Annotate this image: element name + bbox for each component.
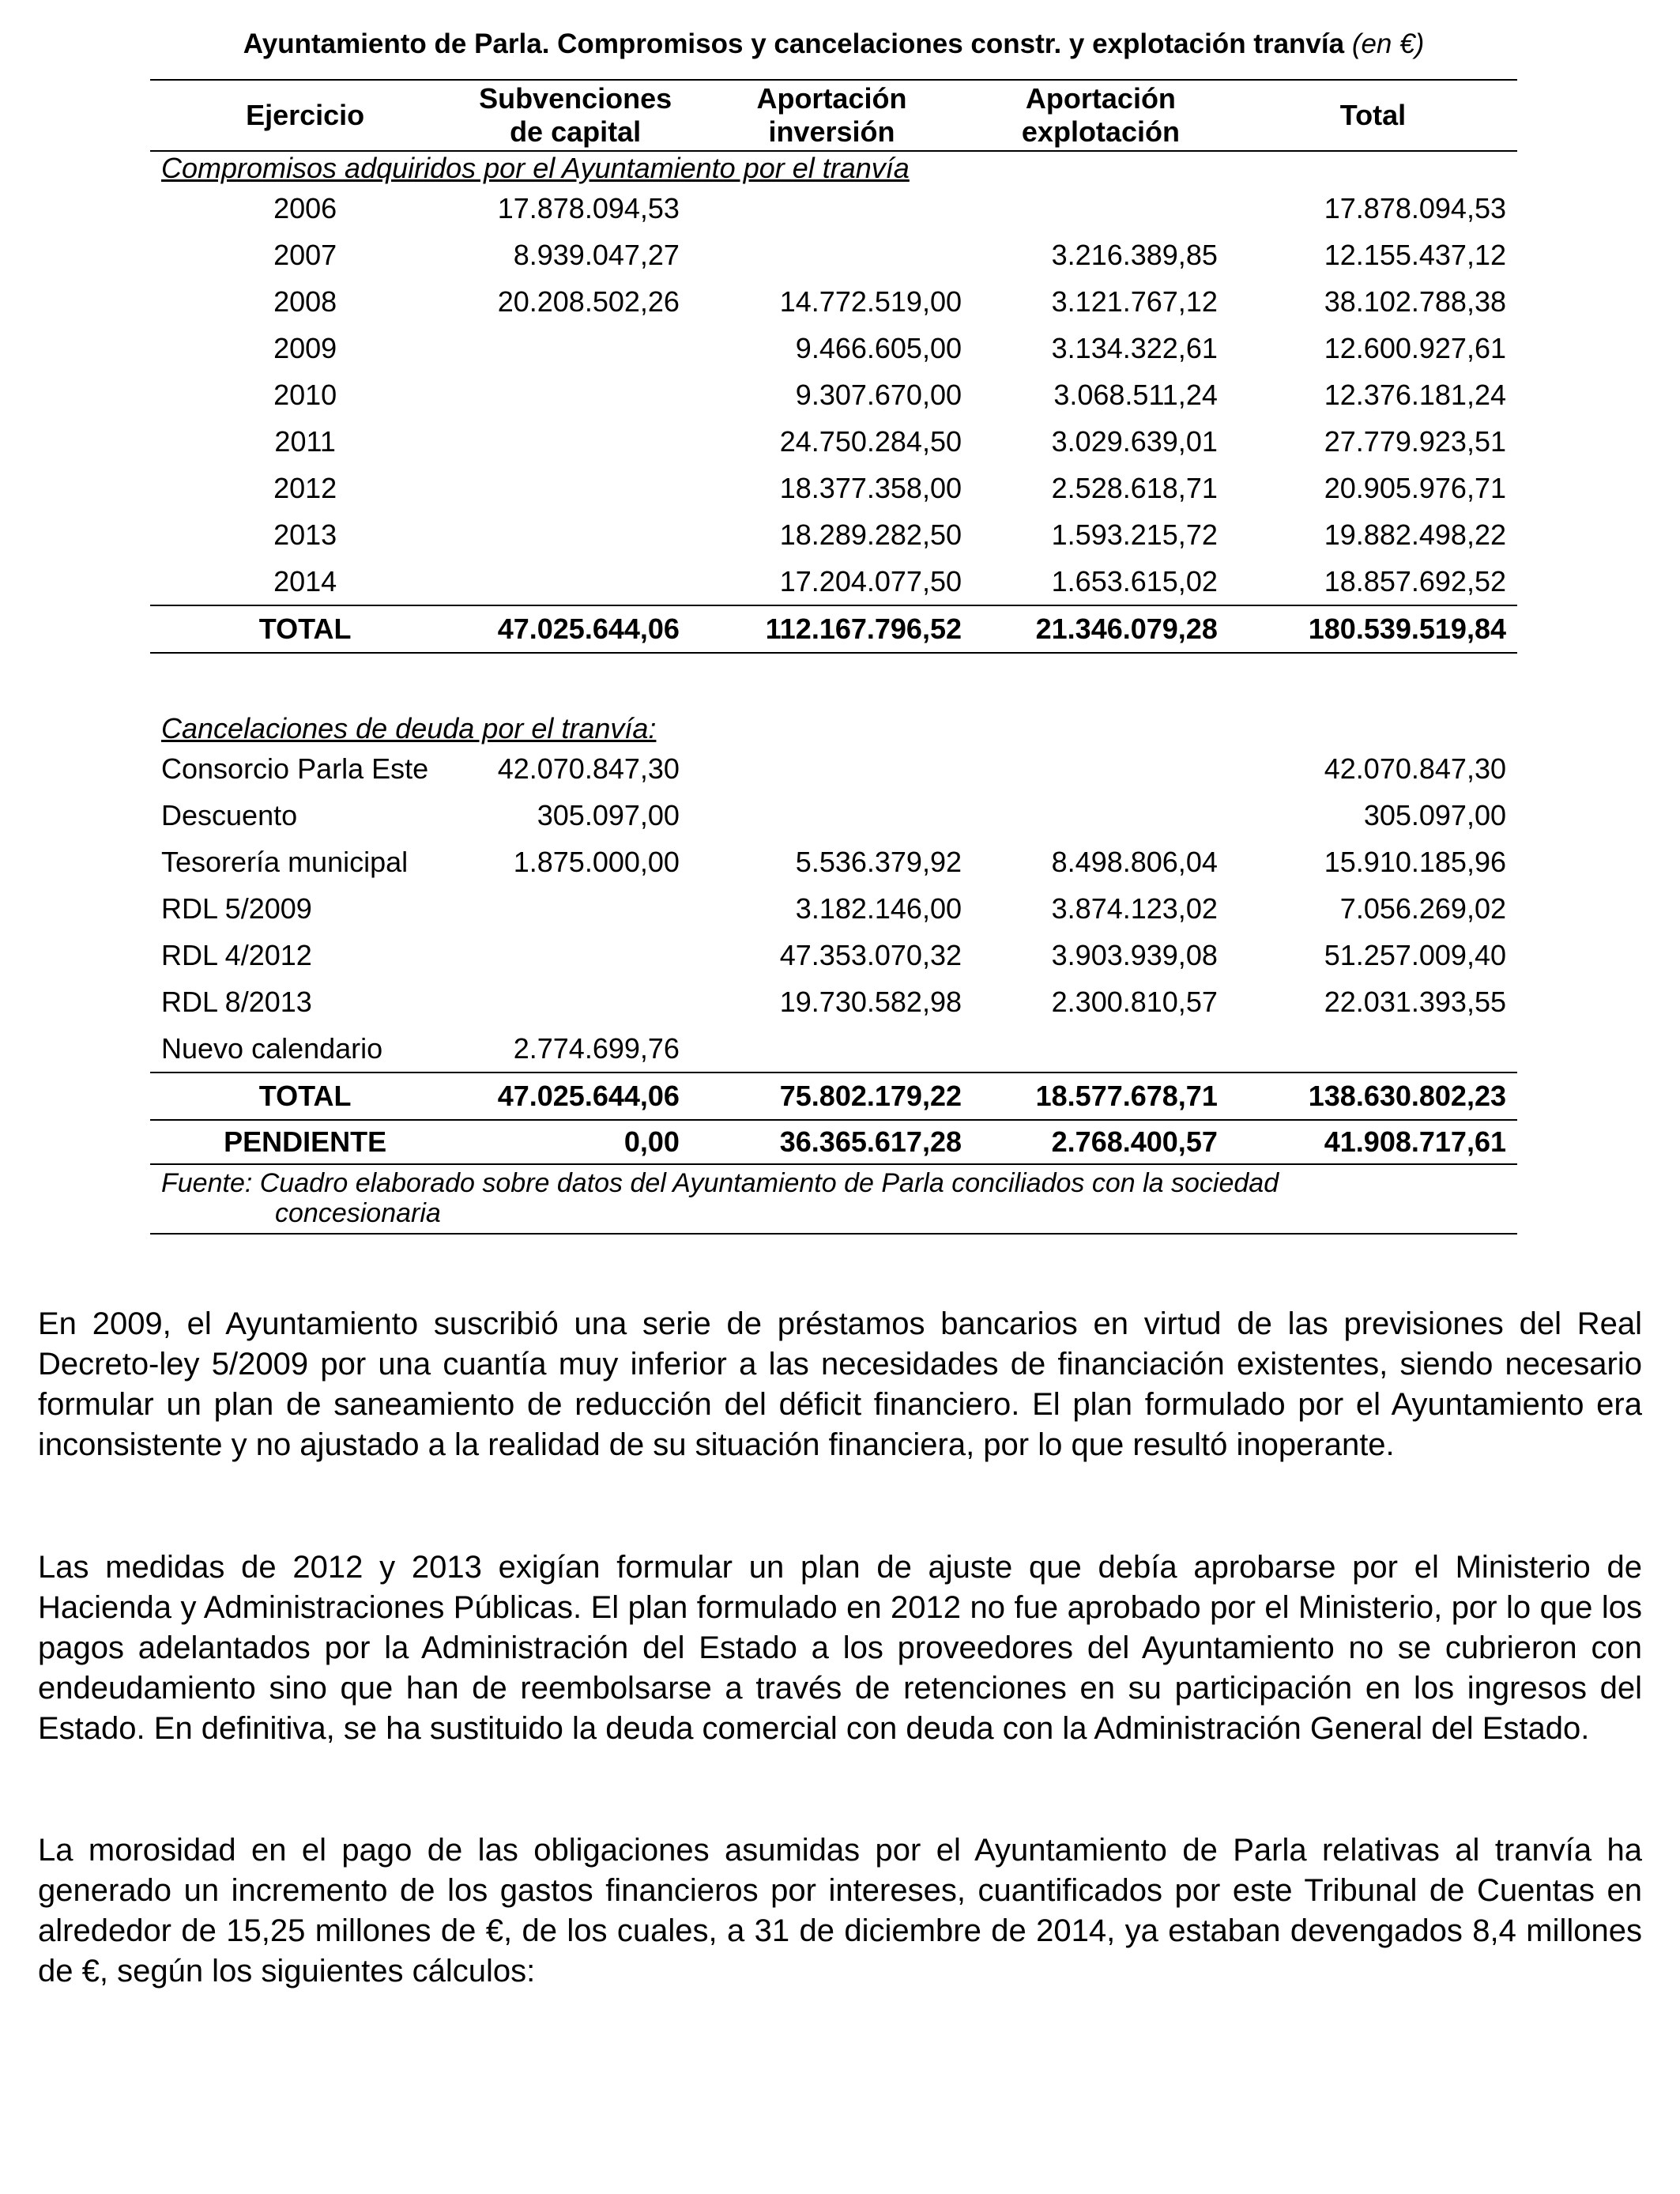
total-inv: 75.802.179,22 [691,1072,973,1120]
cell-name: Tesorería municipal [161,845,409,878]
cell-exp: 3.874.123,02 [1051,892,1218,925]
cell-inv: 17.204.077,50 [779,564,962,598]
table-row [150,232,1517,278]
total-subv: 47.025.644,06 [460,1072,691,1120]
source-line-1: Fuente: Cuadro elaborado sobre datos del Ayuntamiento de Parla conciliados con la sociedad [161,1168,1279,1198]
header-explotacion: Aportación explotación [1021,82,1180,148]
spacer [150,653,1517,712]
cell-subv [460,932,691,978]
cell-exp: 8.498.806,04 [1051,845,1218,878]
header-row [150,80,1517,151]
cell-name: Nuevo calendario [161,1031,383,1065]
cell-year: 2013 [273,518,337,551]
cell-total: 22.031.393,55 [1324,985,1506,1018]
cell-exp [973,745,1229,792]
cell-exp: 3.121.767,12 [1051,285,1218,318]
cell-inv [691,185,973,232]
total-label: TOTAL [150,605,460,653]
cell-subv [460,465,691,511]
cell-subv: 20.208.502,26 [497,285,680,318]
cell-subv: 8.939.047,27 [513,238,680,271]
cell-inv [691,792,973,839]
cell-total: 7.056.269,02 [1339,892,1506,925]
pendiente-row [150,1120,1517,1164]
cell-total: 20.905.976,71 [1324,471,1506,504]
financial-table [150,79,1517,1235]
cell-subv: 1.875.000,00 [513,845,680,878]
paragraph-1: En 2009, el Ayuntamiento suscribió una serie de préstamos bancarios en virtud de las previsiones del Real Decreto-ley 5/2009 por una cuantía muy inferior a las necesidades de financiación existentes, siendo necesario formular un plan de saneamiento de reducción del déficit financiero. El plan formulado por el Ayuntamiento era inconsistente y no ajustado a la realidad de su situación financiera, por lo que resultó inoperante. [38,1306,1642,1462]
cell-subv: 17.878.094,53 [497,191,680,224]
pendiente-subv: 0,00 [623,1125,680,1158]
cell-exp: 3.216.389,85 [1051,238,1218,271]
total-total: 180.539.519,84 [1229,605,1517,653]
cell-subv [460,978,691,1025]
table-row [150,278,1517,325]
caption-title: Ayuntamiento de Parla. Compromisos y cancelaciones constr. y explotación tranvía [243,28,1345,59]
total-subv: 47.025.644,06 [460,605,691,653]
cell-year: 2008 [273,285,337,318]
cell-total: 12.376.181,24 [1324,378,1506,411]
header-total: Total [1339,99,1407,131]
cell-subv [460,371,691,418]
cell-inv: 18.377.358,00 [779,471,962,504]
cell-inv: 9.307.670,00 [795,378,962,411]
cell-subv [460,885,691,932]
cell-year: 2011 [274,424,336,458]
table-row [150,1025,1517,1072]
section-compromisos [150,151,1517,185]
cell-inv: 18.289.282,50 [779,518,962,551]
cell-exp: 3.068.511,24 [1053,378,1218,411]
table-row [150,978,1517,1025]
total-inv: 112.167.796,52 [691,605,973,653]
total-row-compromisos [150,605,1517,653]
cell-inv: 24.750.284,50 [779,424,962,458]
total-exp: 21.346.079,28 [973,605,1229,653]
cell-subv: 305.097,00 [537,798,680,831]
pendiente-label: PENDIENTE [224,1125,387,1158]
cell-exp: 3.029.639,01 [1051,424,1218,458]
source-note [150,1164,1517,1234]
total-row-cancelaciones [150,1072,1517,1120]
table-row [150,558,1517,605]
cell-name: Consorcio Parla Este [161,752,429,785]
source-row [150,1164,1517,1234]
cell-year: 2014 [273,564,337,598]
total-label: TOTAL [150,1072,460,1120]
table-row [150,371,1517,418]
header-inversion: Aportación inversión [756,82,907,148]
cell-exp: 1.593.215,72 [1051,518,1218,551]
table-row [150,185,1517,232]
cell-subv [460,511,691,558]
paragraph-2: Las medidas de 2012 y 2013 exigían formular un plan de ajuste que debía aprobarse por el Ministerio de Hacienda y Administraciones Públicas. El plan formulado en 2012 no fue aprobado por el Ministerio, por lo que los pagos adelantados por la Administración del Estado a los proveedores del Ayuntamiento no se cubrieron con endeudamiento sino que han de reembolsarse a través de retenciones en su participación en los ingresos del Estado. En definitiva, se ha sustituido la deuda comercial con deuda con la Administración General del Estado. [38,1550,1642,1746]
cell-exp [973,1025,1229,1072]
cell-inv [691,232,973,278]
cell-inv: 3.182.146,00 [795,892,962,925]
table-row [150,839,1517,885]
cell-total: 19.882.498,22 [1324,518,1506,551]
cell-name: RDL 5/2009 [161,892,312,925]
cell-name: RDL 4/2012 [161,938,312,971]
table-row [150,418,1517,465]
cell-year: 2009 [273,331,337,364]
cell-subv [460,325,691,371]
cell-total: 12.600.927,61 [1324,331,1506,364]
table-row [150,511,1517,558]
cell-inv: 19.730.582,98 [779,985,962,1018]
paragraph-3: La morosidad en el pago de las obligaciones asumidas por el Ayuntamiento de Parla relativas al tranvía ha generado un incremento de los gastos financieros por intereses, cuantificados por este Tribunal de Cuentas en alrededor de 15,25 millones de €, de los cuales, a 31 de diciembre de 2014, ya estaban devengados 8,4 millones de €, según los siguientes cálculos: [38,1833,1642,1989]
table-row [150,792,1517,839]
total-exp: 18.577.678,71 [973,1072,1229,1120]
pendiente-inv: 36.365.617,28 [779,1125,962,1158]
pendiente-exp: 2.768.400,57 [1051,1125,1218,1158]
cell-subv [460,558,691,605]
cell-exp [973,792,1229,839]
total-total: 138.630.802,23 [1229,1072,1517,1120]
table-row [150,465,1517,511]
cell-inv [691,1025,973,1072]
cell-year: 2012 [273,471,337,504]
section-cancelaciones [150,712,1517,745]
cell-exp: 3.134.322,61 [1051,331,1218,364]
cell-total: 12.155.437,12 [1324,238,1506,271]
section-label: Compromisos adquiridos por el Ayuntamiento por el tranvía [161,152,910,184]
cell-inv: 9.466.605,00 [795,331,962,364]
cell-total: 305.097,00 [1363,798,1506,831]
cell-year: 2006 [273,191,337,224]
cell-exp: 3.903.939,08 [1051,938,1218,971]
cell-inv [691,745,973,792]
cell-total: 17.878.094,53 [1324,191,1506,224]
cell-exp: 2.528.618,71 [1051,471,1218,504]
cell-inv: 5.536.379,92 [795,845,962,878]
table-row [150,885,1517,932]
caption-unit: (en €) [1351,28,1425,59]
cell-total: 18.857.692,52 [1324,564,1506,598]
cell-year: 2010 [273,378,337,411]
cell-exp [973,185,1229,232]
cell-inv: 14.772.519,00 [779,285,962,318]
source-line-2: concesionaria [275,1198,441,1228]
cell-name: Descuento [161,798,298,831]
cell-total: 38.102.788,38 [1324,285,1506,318]
cell-exp: 1.653.615,02 [1051,564,1218,598]
header-ejercicio: Ejercicio [246,99,365,131]
cell-name: RDL 8/2013 [161,985,312,1018]
cell-total: 51.257.009,40 [1324,938,1506,971]
table-row [150,932,1517,978]
table-row [150,745,1517,792]
cell-total: 42.070.847,30 [1324,752,1506,785]
header-subvenciones: Subvenciones de capital [479,82,672,148]
cell-subv: 2.774.699,76 [513,1031,680,1065]
table-row [150,325,1517,371]
cell-subv [460,418,691,465]
cell-exp: 2.300.810,57 [1051,985,1218,1018]
cell-total: 27.779.923,51 [1324,424,1506,458]
cell-inv: 47.353.070,32 [779,938,962,971]
cell-year: 2007 [273,238,337,271]
section-label: Cancelaciones de deuda por el tranvía: [161,712,657,745]
cell-total [1229,1025,1517,1072]
pendiente-total: 41.908.717,61 [1324,1125,1506,1158]
cell-subv: 42.070.847,30 [497,752,680,785]
table-caption [150,28,1517,60]
cell-total: 15.910.185,96 [1324,845,1506,878]
